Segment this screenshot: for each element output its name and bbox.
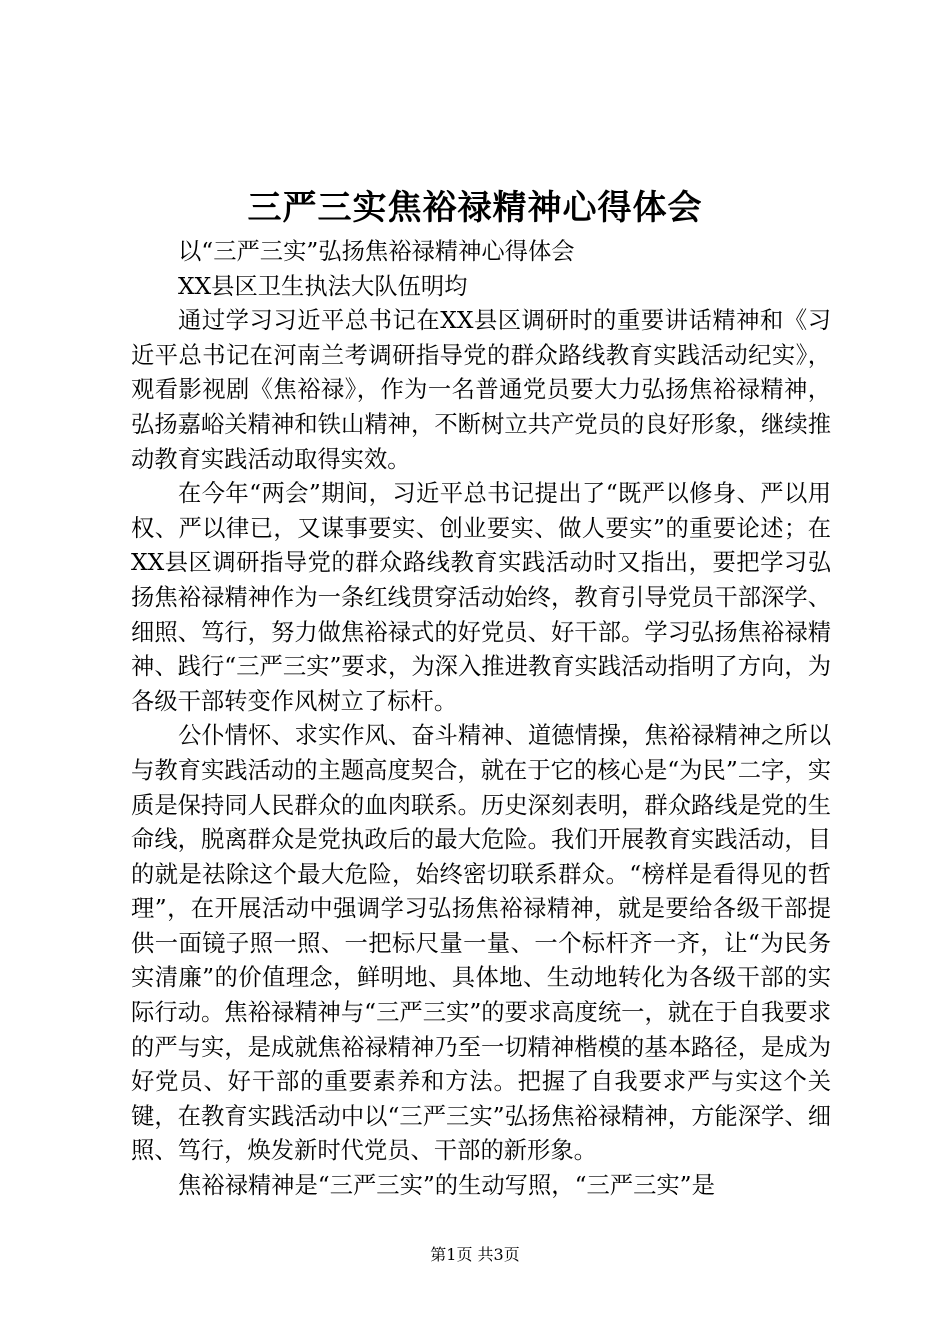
- document-body: [131, 235, 831, 1204]
- subtitle-line: 以“三严三实”弘扬焦裕禄精神心得体会: [178, 238, 575, 265]
- paragraph-4: 焦裕禄精神是“三严三实”的生动写照，“三严三实”是: [178, 1172, 715, 1200]
- document-title: 三严三实焦裕禄精神心得体会: [247, 188, 703, 228]
- paragraph-3: 公仆情怀、求实作风、奋斗精神、道德情操，焦裕禄精神之所以与教育实践活动的主题高度契合，就在于它的核心是“为民”二字，实质是保持同人民群众的血肉联系。历史深刻表明，群众路线是党的生命线，脱离群众是党执政后的最大危险。我们开展教育实践活动，目的就是祛除这个最大危险，始终密切联系群众。“榜样是看得见的哲理”，在开展活动中强调学习弘扬焦裕禄精神，就是要给各级干部提供一面镜子照一照、一把标尺量一量、一个标杆齐一齐，让“为民务实清廉”的价值理念，鲜明地、具体地、生动地转化为各级干部的实际行动。焦裕禄精神与“三严三实”的要求高度统一，就在于自我要求的严与实，是成就焦裕禄精神乃至一切精神楷模的基本路径，是成为好党员、好干部的重要素养和方法。把握了自我要求严与实这个关键，在教育实践活动中以“三严三实”弘扬焦裕禄精神，方能深学、细照、笃行，焕发新时代党员、干部的新形象。: [131, 722, 831, 1165]
- paragraph-1: 通过学习习近平总书记在XX县区调研时的重要讲话精神和《习近平总书记在河南兰考调研指导党的群众路线教育实践活动纪实》，观看影视剧《焦裕禄》，作为一名普通党员要大力弘扬焦裕禄精神，弘扬嘉峪关精神和铁山精神，不断树立共产党员的良好形象，继续推动教育实践活动取得实效。: [131, 307, 831, 473]
- page-footer: 第1页 共3页: [430, 1245, 520, 1264]
- author-line: XX县区卫生执法大队伍明均: [178, 272, 468, 300]
- paragraph-2: 在今年“两会”期间，习近平总书记提出了“既严以修身、严以用权、严以律已，又谋事要实、创业要实、做人要实”的重要论述；在XX县区调研指导党的群众路线教育实践活动时又指出，要把学习弘扬焦裕禄精神作为一条红线贯穿活动始终，教育引导党员干部深学、细照、笃行，努力做焦裕禄式的好党员、好干部。学习弘扬焦裕禄精神、践行“三严三实”要求，为深入推进教育实践活动指明了方向，为各级干部转变作风树立了标杆。: [131, 480, 831, 715]
